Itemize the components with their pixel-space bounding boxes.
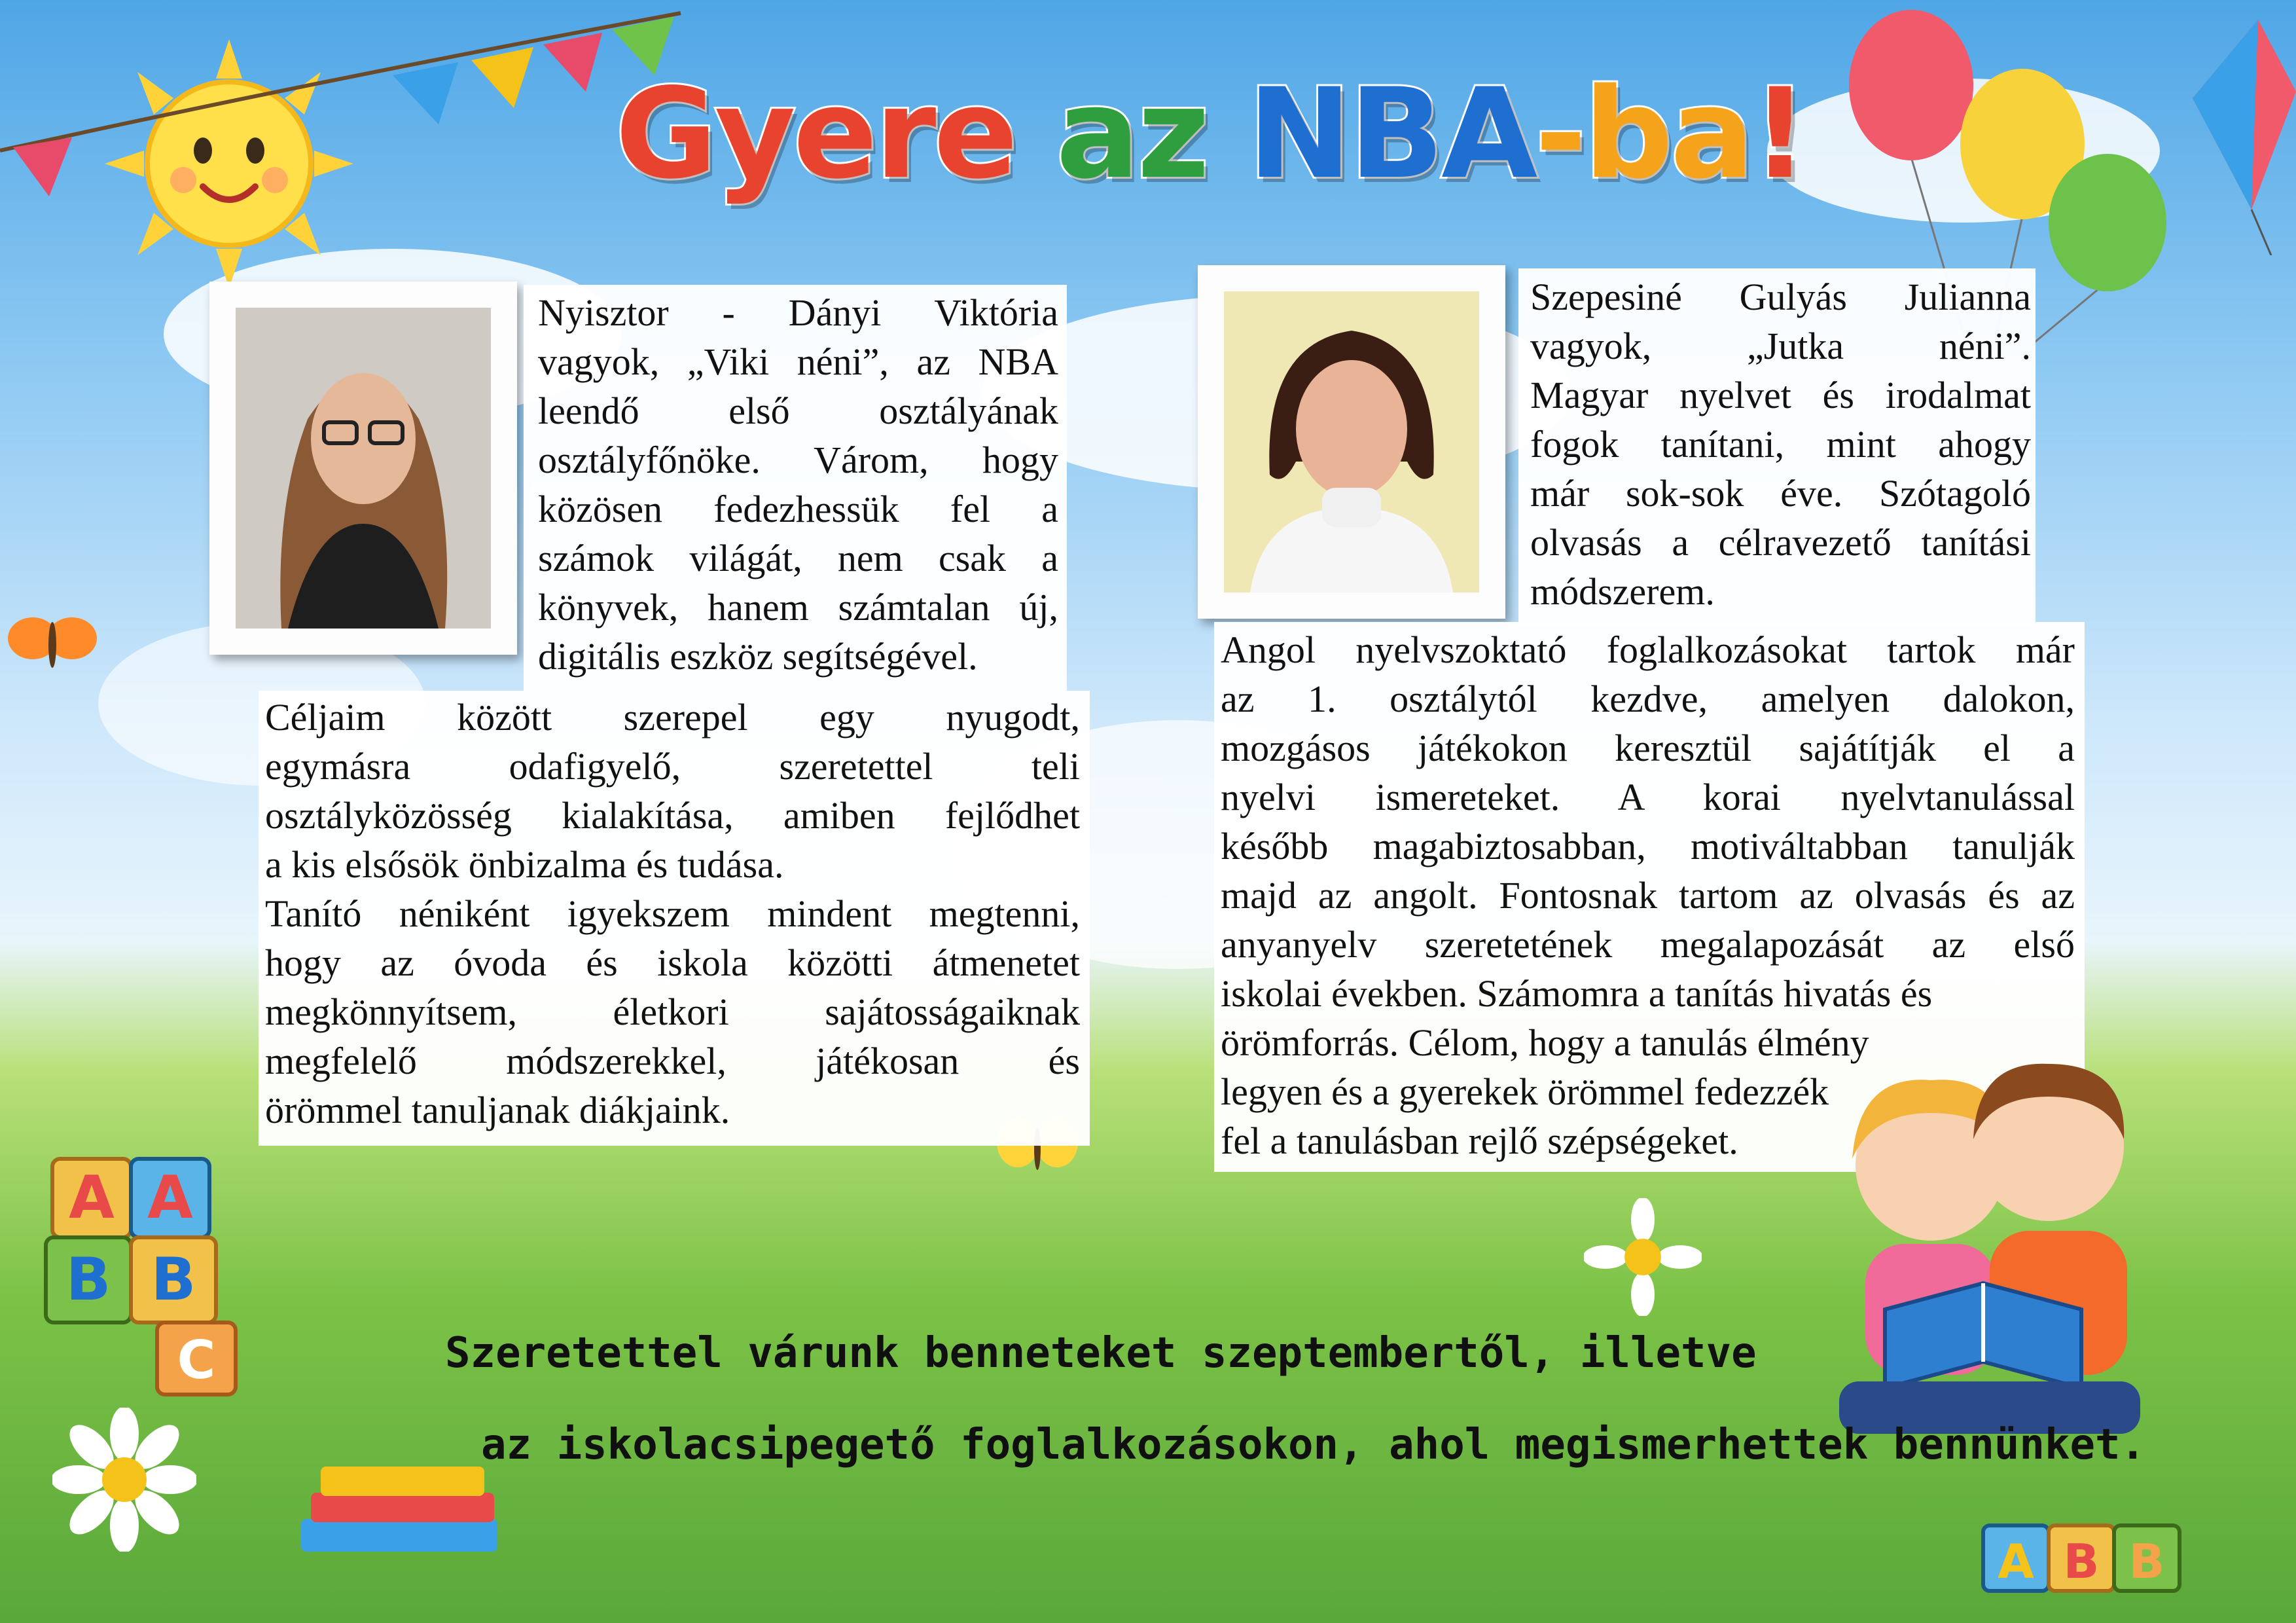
text-line: módszerem. <box>1530 570 1715 613</box>
right-teacher-intro <box>1530 272 2031 616</box>
title-suffix: -ba <box>1535 62 1752 206</box>
toy-block-icon <box>26 1152 262 1401</box>
toy-block-icon <box>1977 1499 2199 1617</box>
text-line: majd az angolt. Fontosnak tartom az olvasás és az <box>1221 874 2075 917</box>
text-line: olvasás a célravezető tanítási <box>1530 521 2031 564</box>
bunting-icon <box>0 0 687 216</box>
title-word-nba: NBA <box>1247 62 1535 206</box>
text-line: az 1. osztálytól kezdve, amelyen dalokon, <box>1221 678 2075 720</box>
footer-line-2: az iskolacsipegető foglalkozásokon, ahol megismerhettek bennünket. <box>481 1421 2146 1469</box>
kite-icon <box>2179 20 2296 255</box>
teacher-photo-left <box>209 282 517 655</box>
text-line: közösen fedezhessük fel a <box>538 488 1058 530</box>
text-line: Szepesiné Gulyás Julianna <box>1530 276 2031 318</box>
text-line: a kis elsősök önbizalma és tudása. <box>265 843 784 886</box>
text-line: Céljaim között szerepel egy nyugodt, <box>265 696 1080 739</box>
teacher-portrait-left <box>236 308 491 629</box>
svg-text:B: B <box>2128 1534 2165 1589</box>
text-line: számok világát, nem csak a <box>538 537 1058 579</box>
text-line: iskolai években. Számomra a tanítás hivatás és <box>1221 972 1933 1015</box>
text-line: legyen és a gyerekek örömmel fedezzék <box>1221 1070 1829 1113</box>
left-teacher-goals <box>265 693 1080 1135</box>
text-line: leendő első osztályának <box>538 390 1058 432</box>
text-line: Nyisztor - Dányi Viktória <box>538 291 1058 334</box>
text-line: megfelelő módszerekkel, játékosan és <box>265 1040 1080 1082</box>
text-line: Tanító néniként igyekszem mindent megtenni, <box>265 892 1080 935</box>
text-line: fogok tanítani, mint ahogy <box>1530 423 2031 465</box>
text-line: később magabiztosabban, motiváltabban tanulják <box>1221 825 2075 867</box>
text-line: örömmel tanuljanak diákjaink. <box>265 1089 730 1131</box>
butterfly-icon <box>7 609 98 681</box>
teacher-portrait-right <box>1224 291 1479 593</box>
text-line: Magyar nyelvet és irodalmat <box>1530 374 2031 416</box>
text-line: osztályfőnöke. Várom, hogy <box>538 439 1058 481</box>
text-line: mozgásos játékokon keresztül sajátítják el a <box>1221 727 2075 769</box>
children-reading-icon <box>1800 1034 2166 1440</box>
text-line: anyanyelv szeretetének megalapozását az első <box>1221 923 2075 966</box>
text-line: megkönnyítsem, életkori sajátosságaiknak <box>265 991 1080 1033</box>
text-line: fel a tanulásban rejlő szépségeket. <box>1221 1120 1738 1162</box>
text-line: vagyok, „Viki néni”, az NBA <box>538 340 1058 383</box>
svg-text:A: A <box>147 1163 193 1232</box>
text-line: egymásra odafigyelő, szeretettel teli <box>265 745 1080 788</box>
svg-text:A: A <box>69 1163 115 1232</box>
text-line: könyvek, hanem számtalan új, <box>538 586 1058 629</box>
left-teacher-intro <box>538 288 1058 681</box>
title-word-gyere: Gyere <box>615 62 1016 206</box>
text-line: örömforrás. Célom, hogy a tanulás élmény <box>1221 1021 1869 1064</box>
teacher-photo-right <box>1198 265 1505 619</box>
text-line: digitális eszköz segítségével. <box>538 635 978 678</box>
svg-text:A: A <box>1998 1534 2034 1589</box>
page-title <box>615 59 1806 210</box>
text-line: vagyok, „Jutka néni”. <box>1530 325 2031 367</box>
text-line: hogy az óvoda és iskola közötti átmenetet <box>265 941 1080 984</box>
text-line: Angol nyelvszoktató foglalkozásokat tartok már <box>1221 629 2075 671</box>
svg-text:B: B <box>2063 1534 2100 1589</box>
svg-text:B: B <box>151 1245 196 1314</box>
flower-icon <box>52 1408 196 1552</box>
title-exclamation: ! <box>1751 62 1806 206</box>
book-icon <box>295 1440 511 1571</box>
text-line: nyelvi ismereteket. A korai nyelvtanulással <box>1221 776 2075 818</box>
text-line: osztályközösség kialakítása, amiben fejlődhet <box>265 794 1080 837</box>
footer-line-1: Szeretettel várunk benneteket szeptembertől, illetve <box>445 1329 1757 1377</box>
text-line: már sok-sok éve. Szótagoló <box>1530 472 2031 515</box>
svg-text:B: B <box>65 1245 111 1314</box>
svg-text:C: C <box>177 1330 216 1391</box>
title-word-az: az <box>1015 62 1248 206</box>
flower-icon <box>1584 1198 1702 1316</box>
